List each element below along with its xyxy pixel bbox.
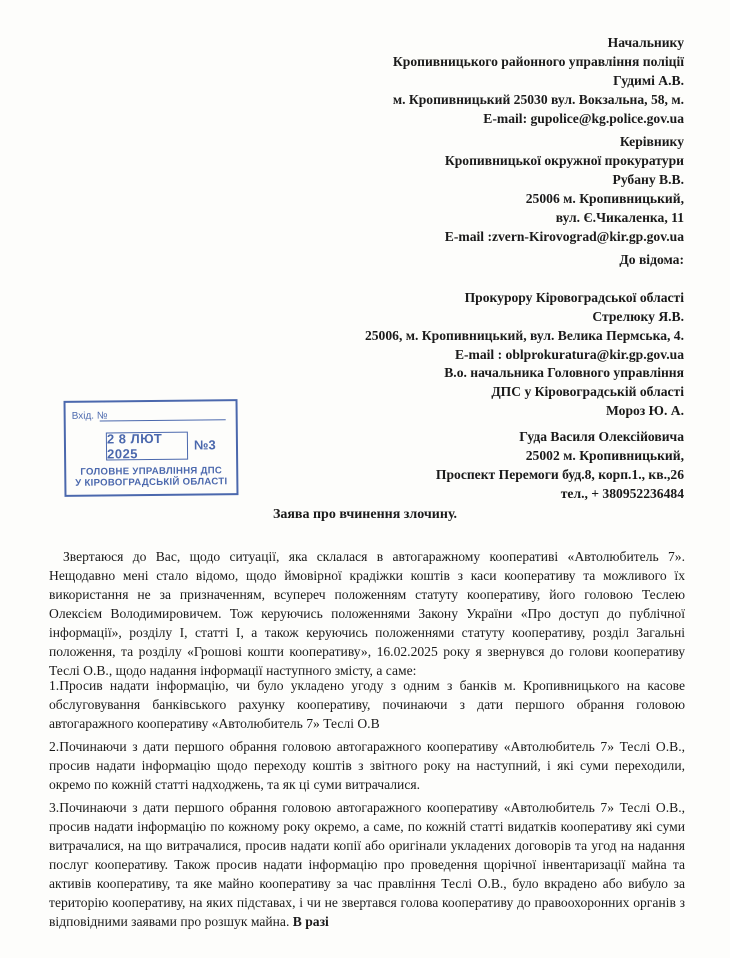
recipient-line: м. Кропивницький 25030 вул. Вокзальна, 58, м.: [392, 92, 684, 107]
recipient-line: Прокурору Кіровоградської області: [464, 290, 684, 305]
recipient-line: Рубану В.В.: [612, 172, 684, 187]
recipient-line: Стрелюку Я.В.: [592, 309, 684, 324]
paragraph-item-3: [49, 798, 685, 931]
for-info-label: [619, 250, 684, 269]
stamp-org-line: ГОЛОВНЕ УПРАВЛІННЯ ДПС: [80, 465, 223, 478]
recipient-police: [393, 33, 684, 128]
paragraph-item-3-tail: В разі: [292, 914, 329, 929]
recipient-email: E-mail :zvern-Kirovograd@kir.gp.gov.ua: [444, 229, 684, 244]
for-info-label-text: До відома:: [619, 252, 684, 267]
sender-block: [436, 427, 684, 503]
recipient-line: Кропивницького районного управління поліції: [392, 54, 684, 69]
recipient-line: Гудимі А.В.: [613, 73, 684, 88]
sender-name: Гуда Василя Олексійовича: [519, 429, 684, 444]
recipient-line: Начальнику: [607, 35, 684, 50]
stamp-organization: [66, 465, 236, 489]
recipient-line: 25006, м. Кропивницький, вул. Велика Пермська, 4.: [364, 328, 684, 343]
recipient-line: В.о. начальника Головного управління: [444, 365, 684, 380]
info-recipient-regional-prosecutor: [365, 288, 684, 364]
recipient-line: 25006 м. Кропивницький,: [525, 191, 684, 206]
recipient-email: E-mail: gupolice@kg.police.gov.ua: [483, 111, 684, 126]
recipient-prosecutor: [445, 132, 684, 246]
stamp-date: 2 8 ЛЮТ 2025: [106, 432, 188, 461]
paragraph-item-3-text: 3.Починаючи з дати першого обрання головою автогаражного кооперативу «Автолюбитель 7» Теслі О.В., просив надати інформацію по кожному року окремо, а саме, по кожній статті видатків кооперативу які суми витрачалися, на що витрачалися, просив надати копії або оригінали укладених договорів та угод на надання послуг кооперативу. Також просив надати інформацію про проведення щорічної інвентаризації майна та активів кооперативу, та яке майно кооперативу за час правління Теслі О.В., було вкрадено або вибуло за територію кооперативу, на яких підставах, і чи не звертався голова кооперативу до правоохоронних органів з відповідними заявами про розшук майна.: [49, 800, 685, 929]
document-title: Заява про вчинення злочину.: [272, 507, 458, 522]
recipient-line: Кропивницької окружної прокуратури: [444, 153, 684, 168]
recipient-line: Керівнику: [619, 134, 684, 149]
recipient-line: ДПС у Кіровоградській області: [491, 384, 684, 399]
recipient-line: вул. Є.Чикаленка, 11: [555, 210, 684, 225]
sender-line: Проспект Перемоги буд.8, корп.1., кв.,26: [435, 467, 684, 482]
stamp-number-line: [100, 419, 226, 421]
sender-phone: тел., + 380952236484: [560, 486, 684, 501]
paragraph-item-2: 2.Починаючи з дати першого обрання головою автогаражного кооперативу «Автолюбитель 7» Теслі О.В., просив надати інформацію щодо переходу коштів з звітного року на наступний, і які суми переходили, окремо по кожній статті надходжень, та як ці суми витрачалися.: [49, 739, 685, 792]
paragraph-item-1: 1.Просив надати інформацію, чи було укладено угоду з одним з банків м. Кропивницького на касове обслуговування банківського рахунку кооперативу, починаючи з дати першого обрання головою автогаражного кооперативу «Автолюбитель 7» Теслі О.В: [49, 678, 685, 731]
stamp-org-line: У КІРОВОГРАДСЬКІЙ ОБЛАСТІ: [75, 476, 228, 489]
registration-stamp: [64, 399, 239, 497]
info-recipient-tax-service: [444, 363, 684, 420]
stamp-incoming-label: Вхід. №: [71, 410, 108, 422]
stamp-number: №3: [193, 437, 216, 453]
recipient-email: E-mail : oblprokuratura@kir.gp.gov.ua: [454, 347, 684, 362]
recipient-line: Мороз Ю. А.: [606, 403, 684, 418]
sender-line: 25002 м. Кропивницький,: [525, 448, 684, 463]
paragraph-intro: Звертаюся до Вас, щодо ситуації, яка склалася в автогаражному кооперативі «Автолюбитель 7». Нещодавно мені стало відомо, щодо ймовірної крадіжки коштів з каси кооперативу та можливого їх використання не за призначенням, всупереч положенням статуту кооперативу, його головою Теслею Олексієм Володимировичем. Тож керуючись положеннями Закону України «Про доступ до публічної інформації», розділу I, статті I, а також керуючись положеннями статуту кооперативу, розділ Загальні положення, та розділу «Грошові кошти кооперативу», 16.02.2025 року я звернувся до голови кооперативу Теслі О.В., щодо надання інформації наступного змісту, а саме:: [49, 549, 685, 678]
